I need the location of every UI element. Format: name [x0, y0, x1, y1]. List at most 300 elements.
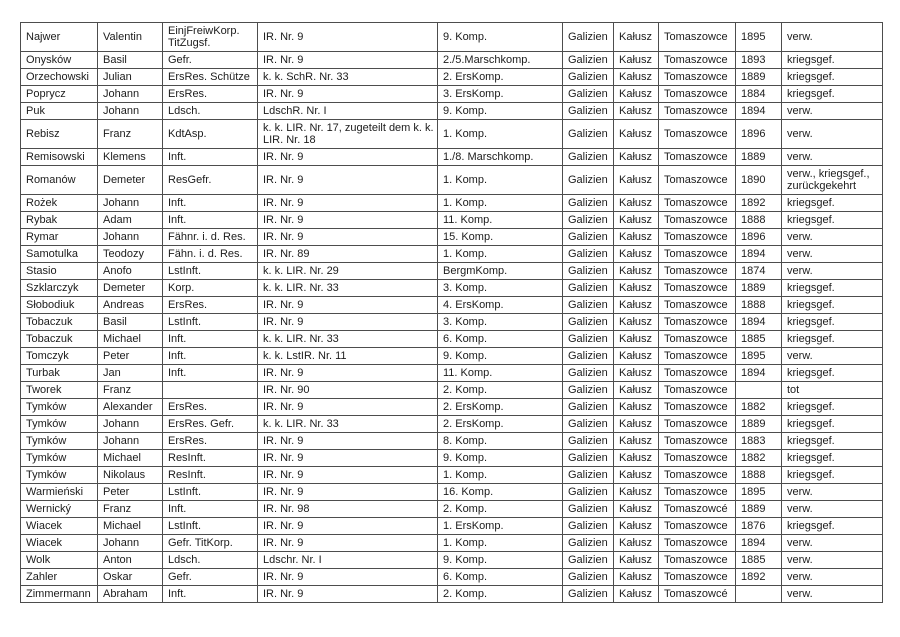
rank-cell: Gefr. — [163, 569, 258, 586]
region-cell: Galizien — [563, 120, 614, 149]
table-row — [21, 52, 883, 69]
town-cell: Tomaszowcé — [659, 586, 736, 603]
unit-cell: IR. Nr. 9 — [258, 86, 438, 103]
birth-year-cell: 1892 — [736, 195, 782, 212]
rank-cell: Ldsch. — [163, 552, 258, 569]
district-cell: Kałusz — [614, 149, 659, 166]
table-row — [21, 314, 883, 331]
region-cell: Galizien — [563, 348, 614, 365]
last-name-cell: Szklarczyk — [21, 280, 98, 297]
region-cell: Galizien — [563, 433, 614, 450]
status-cell: kriegsgef. — [782, 467, 883, 484]
first-name-cell: Franz — [98, 501, 163, 518]
birth-year-cell: 1894 — [736, 535, 782, 552]
region-cell: Galizien — [563, 365, 614, 382]
status-cell: verw. — [782, 149, 883, 166]
last-name-cell: Wolk — [21, 552, 98, 569]
rank-cell: Gefr. TitKorp. — [163, 535, 258, 552]
region-cell: Galizien — [563, 103, 614, 120]
table-row — [21, 280, 883, 297]
company-cell: 2. Komp. — [438, 382, 563, 399]
rank-cell: ErsRes. Gefr. — [163, 416, 258, 433]
status-cell: verw. — [782, 348, 883, 365]
status-cell: verw. — [782, 103, 883, 120]
rank-cell: ResGefr. — [163, 166, 258, 195]
rank-cell: ErsRes. — [163, 433, 258, 450]
company-cell: 1. Komp. — [438, 535, 563, 552]
rank-cell: Inft. — [163, 501, 258, 518]
company-cell: 2. ErsKomp. — [438, 416, 563, 433]
first-name-cell: Franz — [98, 120, 163, 149]
birth-year-cell: 1885 — [736, 331, 782, 348]
status-cell: verw. — [782, 263, 883, 280]
table-row — [21, 69, 883, 86]
rank-cell: Inft. — [163, 212, 258, 229]
district-cell: Kałusz — [614, 280, 659, 297]
table-row — [21, 23, 883, 52]
table-row — [21, 120, 883, 149]
rank-cell: Inft. — [163, 149, 258, 166]
unit-cell: IR. Nr. 9 — [258, 297, 438, 314]
rank-cell: LstInft. — [163, 263, 258, 280]
status-cell: kriegsgef. — [782, 450, 883, 467]
table-row — [21, 569, 883, 586]
company-cell: 1. Komp. — [438, 246, 563, 263]
table-row — [21, 450, 883, 467]
town-cell: Tomaszowcé — [659, 501, 736, 518]
region-cell: Galizien — [563, 166, 614, 195]
birth-year-cell: 1890 — [736, 166, 782, 195]
table-row — [21, 297, 883, 314]
birth-year-cell: 1876 — [736, 518, 782, 535]
last-name-cell: Tymków — [21, 450, 98, 467]
status-cell: kriegsgef. — [782, 399, 883, 416]
last-name-cell: Poprycz — [21, 86, 98, 103]
district-cell: Kałusz — [614, 484, 659, 501]
town-cell: Tomaszowce — [659, 365, 736, 382]
birth-year-cell: 1888 — [736, 212, 782, 229]
table-row — [21, 467, 883, 484]
first-name-cell: Peter — [98, 348, 163, 365]
table-row — [21, 263, 883, 280]
last-name-cell: Tworek — [21, 382, 98, 399]
unit-cell: k. k. LIR. Nr. 17, zugeteilt dem k. k. LIR. Nr. 18 — [258, 120, 438, 149]
first-name-cell: Anofo — [98, 263, 163, 280]
status-cell: verw. — [782, 501, 883, 518]
casualty-list-table — [20, 22, 883, 603]
district-cell: Kałusz — [614, 450, 659, 467]
first-name-cell: Klemens — [98, 149, 163, 166]
table-row — [21, 166, 883, 195]
first-name-cell: Johann — [98, 195, 163, 212]
district-cell: Kałusz — [614, 195, 659, 212]
region-cell: Galizien — [563, 280, 614, 297]
birth-year-cell: 1895 — [736, 23, 782, 52]
company-cell: 2. Komp. — [438, 586, 563, 603]
first-name-cell: Andreas — [98, 297, 163, 314]
status-cell: kriegsgef. — [782, 518, 883, 535]
rank-cell: Fähn. i. d. Res. — [163, 246, 258, 263]
rank-cell: EinjFreiwKorp. TitZugsf. — [163, 23, 258, 52]
unit-cell: k. k. LIR. Nr. 33 — [258, 280, 438, 297]
unit-cell: k. k. SchR. Nr. 33 — [258, 69, 438, 86]
unit-cell: IR. Nr. 9 — [258, 365, 438, 382]
first-name-cell: Johann — [98, 416, 163, 433]
last-name-cell: Tymków — [21, 467, 98, 484]
region-cell: Galizien — [563, 212, 614, 229]
town-cell: Tomaszowce — [659, 569, 736, 586]
first-name-cell: Abraham — [98, 586, 163, 603]
rank-cell: Inft. — [163, 331, 258, 348]
town-cell: Tomaszowce — [659, 297, 736, 314]
company-cell: 1./8. Marschkomp. — [438, 149, 563, 166]
first-name-cell: Michael — [98, 450, 163, 467]
unit-cell: IR. Nr. 9 — [258, 586, 438, 603]
region-cell: Galizien — [563, 52, 614, 69]
rank-cell: Korp. — [163, 280, 258, 297]
rank-cell: LstInft. — [163, 314, 258, 331]
district-cell: Kałusz — [614, 246, 659, 263]
unit-cell: IR. Nr. 89 — [258, 246, 438, 263]
region-cell: Galizien — [563, 69, 614, 86]
first-name-cell: Johann — [98, 433, 163, 450]
first-name-cell: Demeter — [98, 166, 163, 195]
unit-cell: IR. Nr. 9 — [258, 569, 438, 586]
status-cell: verw. — [782, 569, 883, 586]
district-cell: Kałusz — [614, 52, 659, 69]
region-cell: Galizien — [563, 86, 614, 103]
unit-cell: IR. Nr. 9 — [258, 229, 438, 246]
company-cell: 2. ErsKomp. — [438, 399, 563, 416]
last-name-cell: Wernický — [21, 501, 98, 518]
town-cell: Tomaszowce — [659, 229, 736, 246]
town-cell: Tomaszowce — [659, 280, 736, 297]
district-cell: Kałusz — [614, 297, 659, 314]
birth-year-cell: 1894 — [736, 365, 782, 382]
first-name-cell: Peter — [98, 484, 163, 501]
rank-cell — [163, 382, 258, 399]
district-cell: Kałusz — [614, 331, 659, 348]
first-name-cell: Demeter — [98, 280, 163, 297]
district-cell: Kałusz — [614, 103, 659, 120]
company-cell: 1. Komp. — [438, 166, 563, 195]
first-name-cell: Johann — [98, 103, 163, 120]
status-cell: verw. — [782, 229, 883, 246]
unit-cell: IR. Nr. 9 — [258, 149, 438, 166]
company-cell: 2./5.Marschkomp. — [438, 52, 563, 69]
birth-year-cell: 1885 — [736, 552, 782, 569]
unit-cell: IR. Nr. 9 — [258, 433, 438, 450]
town-cell: Tomaszowce — [659, 348, 736, 365]
region-cell: Galizien — [563, 467, 614, 484]
town-cell: Tomaszowce — [659, 552, 736, 569]
company-cell: BergmKomp. — [438, 263, 563, 280]
table-row — [21, 246, 883, 263]
last-name-cell: Rymar — [21, 229, 98, 246]
status-cell: kriegsgef. — [782, 433, 883, 450]
rank-cell: ErsRes. — [163, 86, 258, 103]
first-name-cell: Johann — [98, 86, 163, 103]
last-name-cell: Rebisz — [21, 120, 98, 149]
rank-cell: ErsRes. — [163, 297, 258, 314]
birth-year-cell: 1889 — [736, 280, 782, 297]
birth-year-cell: 1896 — [736, 229, 782, 246]
town-cell: Tomaszowce — [659, 120, 736, 149]
town-cell: Tomaszowce — [659, 484, 736, 501]
table-row — [21, 484, 883, 501]
table-row — [21, 365, 883, 382]
last-name-cell: Turbak — [21, 365, 98, 382]
company-cell: 8. Komp. — [438, 433, 563, 450]
unit-cell: IR. Nr. 9 — [258, 314, 438, 331]
table-row — [21, 149, 883, 166]
first-name-cell: Oskar — [98, 569, 163, 586]
region-cell: Galizien — [563, 518, 614, 535]
status-cell: verw. — [782, 120, 883, 149]
last-name-cell: Słobodiuk — [21, 297, 98, 314]
last-name-cell: Rożek — [21, 195, 98, 212]
company-cell: 6. Komp. — [438, 569, 563, 586]
town-cell: Tomaszowce — [659, 166, 736, 195]
birth-year-cell: 1896 — [736, 120, 782, 149]
birth-year-cell: 1883 — [736, 433, 782, 450]
status-cell: kriegsgef. — [782, 212, 883, 229]
company-cell: 9. Komp. — [438, 552, 563, 569]
unit-cell: Ldschr. Nr. I — [258, 552, 438, 569]
town-cell: Tomaszowce — [659, 433, 736, 450]
birth-year-cell: 1888 — [736, 297, 782, 314]
last-name-cell: Remisowski — [21, 149, 98, 166]
table-row — [21, 399, 883, 416]
district-cell: Kałusz — [614, 120, 659, 149]
town-cell: Tomaszowce — [659, 382, 736, 399]
region-cell: Galizien — [563, 416, 614, 433]
birth-year-cell: 1888 — [736, 467, 782, 484]
status-cell: kriegsgef. — [782, 52, 883, 69]
company-cell: 9. Komp. — [438, 450, 563, 467]
birth-year-cell: 1893 — [736, 52, 782, 69]
district-cell: Kałusz — [614, 569, 659, 586]
town-cell: Tomaszowce — [659, 535, 736, 552]
last-name-cell: Wiacek — [21, 535, 98, 552]
region-cell: Galizien — [563, 297, 614, 314]
company-cell: 4. ErsKomp. — [438, 297, 563, 314]
unit-cell: IR. Nr. 9 — [258, 23, 438, 52]
first-name-cell: Julian — [98, 69, 163, 86]
district-cell: Kałusz — [614, 416, 659, 433]
district-cell: Kałusz — [614, 86, 659, 103]
region-cell: Galizien — [563, 484, 614, 501]
last-name-cell: Puk — [21, 103, 98, 120]
region-cell: Galizien — [563, 399, 614, 416]
first-name-cell: Johann — [98, 535, 163, 552]
first-name-cell: Anton — [98, 552, 163, 569]
town-cell: Tomaszowce — [659, 52, 736, 69]
first-name-cell: Michael — [98, 518, 163, 535]
district-cell: Kałusz — [614, 382, 659, 399]
unit-cell: IR. Nr. 9 — [258, 467, 438, 484]
status-cell: kriegsgef. — [782, 69, 883, 86]
rank-cell: KdtAsp. — [163, 120, 258, 149]
company-cell: 15. Komp. — [438, 229, 563, 246]
district-cell: Kałusz — [614, 166, 659, 195]
table-row — [21, 433, 883, 450]
district-cell: Kałusz — [614, 365, 659, 382]
town-cell: Tomaszowce — [659, 195, 736, 212]
unit-cell: IR. Nr. 9 — [258, 535, 438, 552]
company-cell: 3. Komp. — [438, 314, 563, 331]
rank-cell: Inft. — [163, 586, 258, 603]
birth-year-cell: 1874 — [736, 263, 782, 280]
first-name-cell: Basil — [98, 314, 163, 331]
company-cell: 9. Komp. — [438, 348, 563, 365]
unit-cell: IR. Nr. 98 — [258, 501, 438, 518]
birth-year-cell: 1892 — [736, 569, 782, 586]
last-name-cell: Tymków — [21, 433, 98, 450]
region-cell: Galizien — [563, 331, 614, 348]
company-cell: 1. Komp. — [438, 120, 563, 149]
company-cell: 3. Komp. — [438, 280, 563, 297]
town-cell: Tomaszowce — [659, 149, 736, 166]
table-row — [21, 229, 883, 246]
status-cell: verw., kriegsgef., zurückgekehrt — [782, 166, 883, 195]
town-cell: Tomaszowce — [659, 467, 736, 484]
unit-cell: IR. Nr. 9 — [258, 212, 438, 229]
birth-year-cell: 1895 — [736, 484, 782, 501]
rank-cell: Inft. — [163, 348, 258, 365]
rank-cell: LstInft. — [163, 518, 258, 535]
status-cell: kriegsgef. — [782, 280, 883, 297]
first-name-cell: Michael — [98, 331, 163, 348]
rank-cell: ErsRes. Schütze — [163, 69, 258, 86]
region-cell: Galizien — [563, 569, 614, 586]
last-name-cell: Onysków — [21, 52, 98, 69]
table-row — [21, 86, 883, 103]
company-cell: 6. Komp. — [438, 331, 563, 348]
region-cell: Galizien — [563, 382, 614, 399]
district-cell: Kałusz — [614, 467, 659, 484]
table-row — [21, 382, 883, 399]
town-cell: Tomaszowce — [659, 246, 736, 263]
status-cell: verw. — [782, 535, 883, 552]
table-row — [21, 501, 883, 518]
town-cell: Tomaszowce — [659, 263, 736, 280]
last-name-cell: Tymków — [21, 399, 98, 416]
table-row — [21, 416, 883, 433]
status-cell: verw. — [782, 23, 883, 52]
district-cell: Kałusz — [614, 518, 659, 535]
birth-year-cell: 1884 — [736, 86, 782, 103]
table-row — [21, 518, 883, 535]
table-row — [21, 212, 883, 229]
district-cell: Kałusz — [614, 535, 659, 552]
district-cell: Kałusz — [614, 314, 659, 331]
birth-year-cell: 1882 — [736, 399, 782, 416]
unit-cell: IR. Nr. 9 — [258, 166, 438, 195]
birth-year-cell — [736, 382, 782, 399]
last-name-cell: Zahler — [21, 569, 98, 586]
unit-cell: LdschR. Nr. I — [258, 103, 438, 120]
town-cell: Tomaszowce — [659, 69, 736, 86]
first-name-cell: Valentin — [98, 23, 163, 52]
town-cell: Tomaszowce — [659, 518, 736, 535]
town-cell: Tomaszowce — [659, 86, 736, 103]
rank-cell: ResInft. — [163, 467, 258, 484]
region-cell: Galizien — [563, 535, 614, 552]
birth-year-cell: 1894 — [736, 246, 782, 263]
casualty-table-body — [21, 23, 883, 603]
status-cell: kriegsgef. — [782, 314, 883, 331]
table-row — [21, 586, 883, 603]
district-cell: Kałusz — [614, 586, 659, 603]
company-cell: 2. Komp. — [438, 501, 563, 518]
last-name-cell: Samotulka — [21, 246, 98, 263]
birth-year-cell: 1889 — [736, 416, 782, 433]
region-cell: Galizien — [563, 501, 614, 518]
rank-cell: LstInft. — [163, 484, 258, 501]
district-cell: Kałusz — [614, 348, 659, 365]
unit-cell: IR. Nr. 9 — [258, 518, 438, 535]
first-name-cell: Basil — [98, 52, 163, 69]
rank-cell: Inft. — [163, 195, 258, 212]
first-name-cell: Teodozy — [98, 246, 163, 263]
table-row — [21, 195, 883, 212]
unit-cell: IR. Nr. 9 — [258, 484, 438, 501]
first-name-cell: Johann — [98, 229, 163, 246]
rank-cell: ResInft. — [163, 450, 258, 467]
district-cell: Kałusz — [614, 263, 659, 280]
region-cell: Galizien — [563, 229, 614, 246]
region-cell: Galizien — [563, 586, 614, 603]
birth-year-cell: 1894 — [736, 103, 782, 120]
table-row — [21, 552, 883, 569]
region-cell: Galizien — [563, 195, 614, 212]
status-cell: verw. — [782, 552, 883, 569]
birth-year-cell: 1882 — [736, 450, 782, 467]
company-cell: 1. ErsKomp. — [438, 518, 563, 535]
company-cell: 3. ErsKomp. — [438, 86, 563, 103]
first-name-cell: Jan — [98, 365, 163, 382]
region-cell: Galizien — [563, 552, 614, 569]
last-name-cell: Zimmermann — [21, 586, 98, 603]
town-cell: Tomaszowce — [659, 212, 736, 229]
town-cell: Tomaszowce — [659, 103, 736, 120]
town-cell: Tomaszowce — [659, 416, 736, 433]
last-name-cell: Tobaczuk — [21, 314, 98, 331]
company-cell: 11. Komp. — [438, 365, 563, 382]
rank-cell: Fähnr. i. d. Res. — [163, 229, 258, 246]
table-row — [21, 535, 883, 552]
company-cell: 2. ErsKomp. — [438, 69, 563, 86]
company-cell: 9. Komp. — [438, 103, 563, 120]
district-cell: Kałusz — [614, 229, 659, 246]
first-name-cell: Nikolaus — [98, 467, 163, 484]
company-cell: 11. Komp. — [438, 212, 563, 229]
last-name-cell: Tomczyk — [21, 348, 98, 365]
unit-cell: IR. Nr. 90 — [258, 382, 438, 399]
birth-year-cell: 1889 — [736, 501, 782, 518]
first-name-cell: Adam — [98, 212, 163, 229]
region-cell: Galizien — [563, 246, 614, 263]
rank-cell: Inft. — [163, 365, 258, 382]
birth-year-cell — [736, 586, 782, 603]
birth-year-cell: 1889 — [736, 69, 782, 86]
rank-cell: ErsRes. — [163, 399, 258, 416]
status-cell: verw. — [782, 586, 883, 603]
status-cell: kriegsgef. — [782, 297, 883, 314]
last-name-cell: Najwer — [21, 23, 98, 52]
first-name-cell: Alexander — [98, 399, 163, 416]
